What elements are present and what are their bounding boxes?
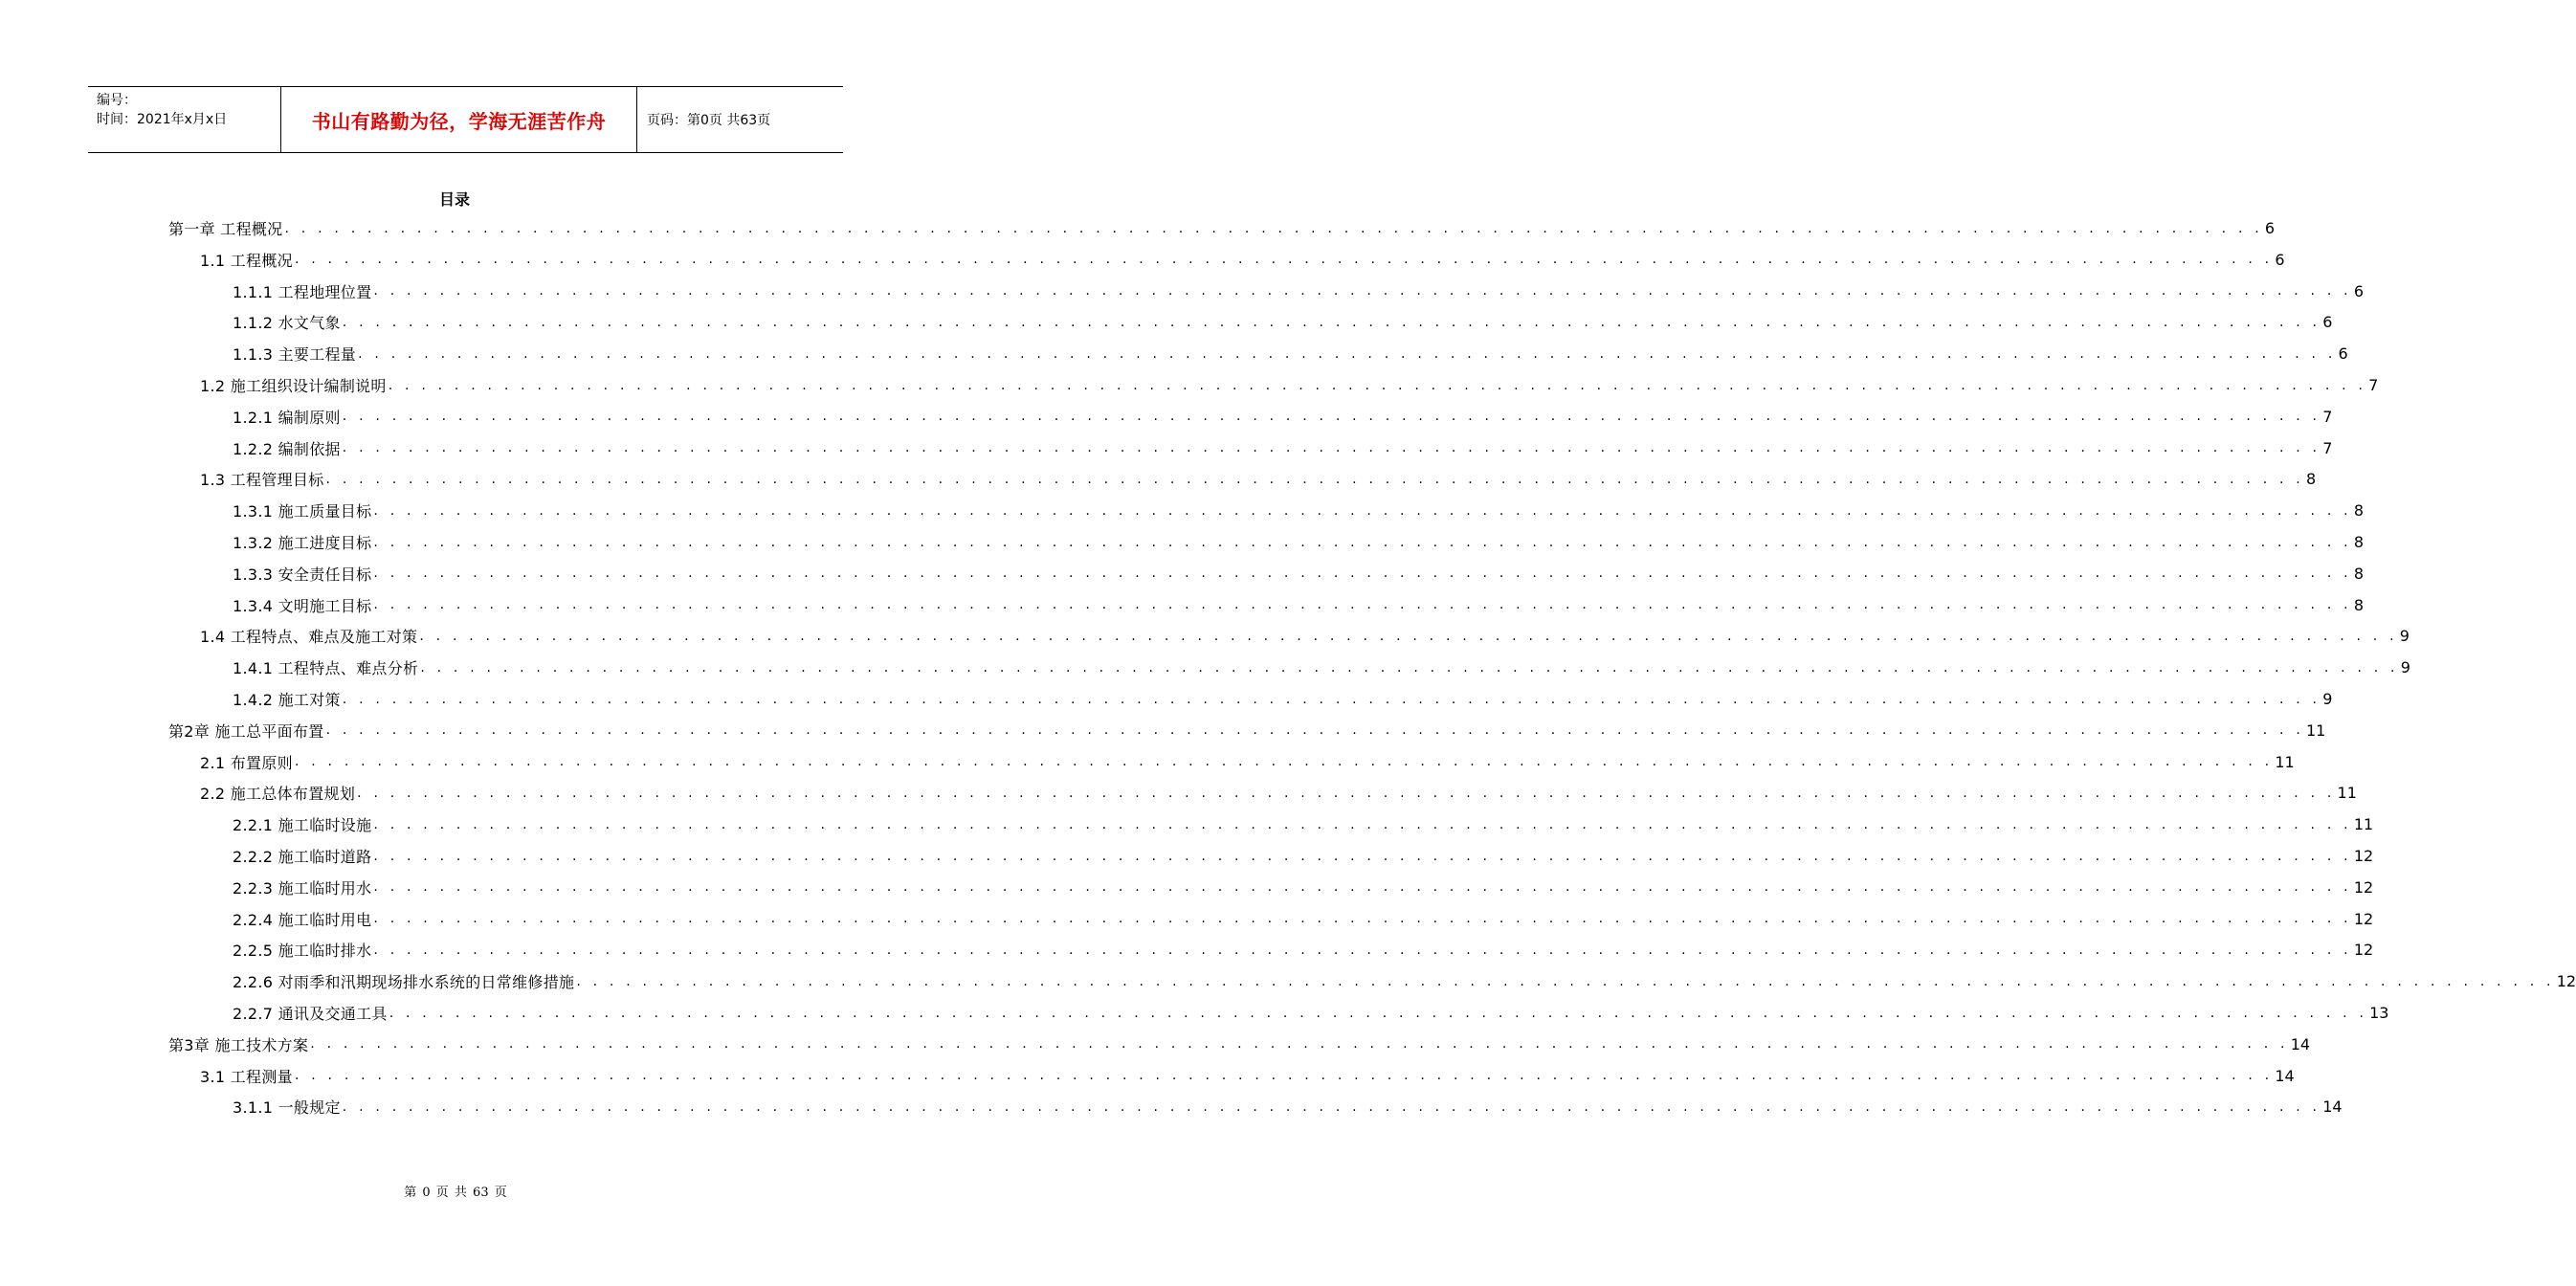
toc-entry-label: 1.1.1 工程地理位置: [233, 282, 372, 301]
toc-entry-page: 6: [2275, 250, 2285, 269]
document-number-label: 编号：: [97, 93, 137, 108]
toc-entry-page: 7: [2322, 438, 2333, 457]
toc-entry-label: 2.2.4 施工临时用电: [233, 910, 372, 929]
toc-entry-label: 2.1 布置原则: [200, 753, 293, 772]
toc-entry[interactable]: [233, 338, 2348, 369]
toc-entry-label: 1.3.1 施工质量目标: [233, 502, 372, 521]
toc-entry-label: 1.2.2 编制依据: [233, 439, 341, 458]
toc-dot-leader: . . . . . . . . . . . . . . . . . . . . . . . . . . . . . . . . . . . . . . . . . . . . . . . . . . . . . . . . . . . . . . . . . . . . . . . . . . . . . . . . . . . . . . . . . . . . . . . . . . . . . . . . . . . . . . . . . . . . . . . .: [342, 314, 2321, 330]
document-time-label: 时间：2021年x月x日: [97, 112, 228, 127]
toc-dot-leader: . . . . . . . . . . . . . . . . . . . . . . . . . . . . . . . . . . . . . . . . . . . . . . . . . . . . . . . . . . . . . . . . . . . . . . . . . . . . . . . . . . . . . . . . . . . . . . . . . . . . . . . . . . . . . . . . . . . . . . . .: [373, 942, 2352, 958]
toc-entry[interactable]: [168, 1029, 2311, 1060]
toc-dot-leader: . . . . . . . . . . . . . . . . . . . . . . . . . . . . . . . . . . . . . . . . . . . . . . . . . . . . . . . . . . . . . . . . . . . . . . . . . . . . . . . . . . . . . . . . . . . . . . . . . . . . . . . . . . . . . . . . . . . . . . . .: [420, 659, 2399, 676]
toc-dot-leader: . . . . . . . . . . . . . . . . . . . . . . . . . . . . . . . . . . . . . . . . . . . . . . . . . . . . . . . . . . . . . . . . . . . . . . . . . . . . . . . . . . . . . . . . . . . . . . . . . . . . . . . . . . . . . . . . . . . . . . . .: [576, 973, 2555, 989]
toc-entry-page: 9: [2400, 658, 2410, 677]
toc-entry-label: 1.3.4 文明施工目标: [233, 596, 372, 615]
toc-entry-label: 2.2.2 施工临时道路: [233, 848, 372, 866]
toc-entry-page: 6: [2353, 281, 2364, 300]
toc-entry[interactable]: [233, 965, 2576, 997]
toc-dot-leader: . . . . . . . . . . . . . . . . . . . . . . . . . . . . . . . . . . . . . . . . . . . . . . . . . . . . . . . . . . . . . . . . . . . . . . . . . . . . . . . . . . . . . . . . . . . . . . . . . . . . . . . . . . . . . . . . . . . . . . . .: [419, 628, 2398, 644]
toc-entry-label: 第3章 施工技术方案: [168, 1035, 309, 1054]
toc-entry-label: 1.4.2 施工对策: [233, 691, 341, 709]
toc-entry[interactable]: [200, 244, 2285, 276]
toc-entry-label: 1.1.3 主要工程量: [233, 345, 357, 365]
toc-entry-label: 2.2.6 对雨季和汛期现场排水系统的日常维修措施: [233, 973, 575, 992]
toc-entry[interactable]: [200, 746, 2295, 778]
toc-entry[interactable]: [233, 558, 2364, 589]
toc-entry-label: 1.4.1 工程特点、难点分析: [233, 659, 419, 678]
toc-entry-label: 1.3 工程管理目标: [200, 471, 324, 490]
toc-entry-page: 14: [2275, 1066, 2295, 1085]
toc-entry-label: 第一章 工程概况: [168, 220, 283, 238]
toc-entry-page: 14: [2290, 1034, 2311, 1053]
toc-dot-leader: . . . . . . . . . . . . . . . . . . . . . . . . . . . . . . . . . . . . . . . . . . . . . . . . . . . . . . . . . . . . . . . . . . . . . . . . . . . . . . . . . . . . . . . . . . . . . . . . . . . . . . . . . . . . . . . . . . . . . . . .: [373, 502, 2352, 519]
toc-entry[interactable]: [233, 276, 2364, 307]
toc-entry-page: 6: [2322, 313, 2333, 332]
toc-dot-leader: . . . . . . . . . . . . . . . . . . . . . . . . . . . . . . . . . . . . . . . . . . . . . . . . . . . . . . . . . . . . . . . . . . . . . . . . . . . . . . . . . . . . . . . . . . . . . . . . . . . . . . . . . . . . . . . . . . . . . . . .: [388, 377, 2367, 393]
toc-dot-leader: . . . . . . . . . . . . . . . . . . . . . . . . . . . . . . . . . . . . . . . . . . . . . . . . . . . . . . . . . . . . . . . . . . . . . . . . . . . . . . . . . . . . . . . . . . . . . . . . . . . . . . . . . . . . . . . . . . . . . . . .: [325, 471, 2304, 487]
toc-entry[interactable]: [233, 809, 2374, 840]
toc-entry-label: 1.1 工程概况: [200, 251, 293, 270]
toc-entry[interactable]: [233, 1091, 2343, 1122]
toc-dot-leader: . . . . . . . . . . . . . . . . . . . . . . . . . . . . . . . . . . . . . . . . . . . . . . . . . . . . . . . . . . . . . . . . . . . . . . . . . . . . . . . . . . . . . . . . . . . . . . . . . . . . . . . . . . . . . . . . . . . . . . . .: [389, 1005, 2368, 1021]
toc-dot-leader: . . . . . . . . . . . . . . . . . . . . . . . . . . . . . . . . . . . . . . . . . . . . . . . . . . . . . . . . . . . . . . . . . . . . . . . . . . . . . . . . . . . . . . . . . . . . . . . . . . . . . . . . . . . . . . . . . . . . . . . .: [294, 754, 2274, 770]
toc-entry-page: 13: [2369, 1004, 2389, 1022]
toc-dot-leader: . . . . . . . . . . . . . . . . . . . . . . . . . . . . . . . . . . . . . . . . . . . . . . . . . . . . . . . . . . . . . . . . . . . . . . . . . . . . . . . . . . . . . . . . . . . . . . . . . . . . . . . . . . . . . . . . . . . . . . . .: [284, 220, 2263, 236]
toc-entry[interactable]: [233, 683, 2333, 715]
header-page-code: 页码：第0页 共63页: [647, 113, 771, 128]
toc-entry-page: 8: [2353, 564, 2364, 583]
toc-entry[interactable]: [233, 872, 2374, 903]
toc-dot-leader: . . . . . . . . . . . . . . . . . . . . . . . . . . . . . . . . . . . . . . . . . . . . . . . . . . . . . . . . . . . . . . . . . . . . . . . . . . . . . . . . . . . . . . . . . . . . . . . . . . . . . . . . . . . . . . . . . . . . . . . .: [373, 597, 2352, 613]
toc-entry-page: 12: [2353, 909, 2374, 928]
toc-entry-label: 1.4 工程特点、难点及施工对策: [200, 628, 418, 647]
toc-entry[interactable]: [233, 401, 2333, 432]
toc-dot-leader: . . . . . . . . . . . . . . . . . . . . . . . . . . . . . . . . . . . . . . . . . . . . . . . . . . . . . . . . . . . . . . . . . . . . . . . . . . . . . . . . . . . . . . . . . . . . . . . . . . . . . . . . . . . . . . . . . . . . . . . .: [342, 691, 2321, 707]
toc-entry[interactable]: [233, 840, 2374, 872]
toc-entry[interactable]: [200, 1060, 2295, 1092]
toc-entry[interactable]: [168, 212, 2276, 244]
toc-entry-page: 11: [2305, 721, 2326, 740]
toc-entry-label: 3.1 工程测量: [200, 1067, 293, 1086]
toc-dot-leader: . . . . . . . . . . . . . . . . . . . . . . . . . . . . . . . . . . . . . . . . . . . . . . . . . . . . . . . . . . . . . . . . . . . . . . . . . . . . . . . . . . . . . . . . . . . . . . . . . . . . . . . . . . . . . . . . . . . . . . . .: [342, 1098, 2321, 1115]
toc-entry-page: 12: [2353, 877, 2374, 897]
toc-entry-label: 3.1.1 一般规定: [233, 1098, 341, 1118]
toc-entry-label: 2.2 施工总体布置规划: [200, 785, 356, 804]
document-header: [88, 86, 843, 153]
toc-entry-label: 2.2.1 施工临时设施: [233, 816, 372, 835]
toc-entry-page: 9: [2399, 627, 2409, 646]
toc-entry-label: 第2章 施工总平面布置: [168, 721, 324, 741]
toc-entry-label: 1.2 施工组织设计编制说明: [200, 377, 387, 395]
toc-title: 目录: [438, 190, 470, 209]
toc-entry-label: 2.2.3 施工临时用水: [233, 878, 372, 898]
toc-entry-page: 6: [2338, 344, 2348, 364]
toc-dot-leader: . . . . . . . . . . . . . . . . . . . . . . . . . . . . . . . . . . . . . . . . . . . . . . . . . . . . . . . . . . . . . . . . . . . . . . . . . . . . . . . . . . . . . . . . . . . . . . . . . . . . . . . . . . . . . . . . . . . . . . . .: [373, 879, 2352, 896]
toc-entry[interactable]: [233, 652, 2410, 683]
toc-entry-page: 14: [2322, 1098, 2343, 1117]
toc-entry-page: 11: [2337, 784, 2357, 803]
toc-entry[interactable]: [233, 903, 2374, 935]
toc-dot-leader: . . . . . . . . . . . . . . . . . . . . . . . . . . . . . . . . . . . . . . . . . . . . . . . . . . . . . . . . . . . . . . . . . . . . . . . . . . . . . . . . . . . . . . . . . . . . . . . . . . . . . . . . . . . . . . . . . . . . . . . .: [310, 1036, 2289, 1053]
toc-entry-page: 7: [2322, 407, 2333, 426]
toc-entry-page: 8: [2353, 533, 2364, 551]
toc-entry[interactable]: [233, 306, 2333, 338]
toc-entry-page: 8: [2305, 470, 2317, 489]
toc-entry[interactable]: [233, 432, 2333, 464]
toc-entry-page: 12: [2556, 972, 2576, 991]
toc-entry[interactable]: [168, 715, 2326, 746]
toc-entry[interactable]: [200, 777, 2357, 809]
toc-entry-page: 8: [2353, 595, 2364, 614]
toc-entry-page: 8: [2353, 501, 2364, 521]
toc-entry-page: 12: [2353, 941, 2374, 960]
toc-entry-page: 11: [2353, 815, 2374, 834]
toc-entry-label: 2.2.5 施工临时排水: [233, 942, 372, 961]
toc-entry-label: 1.1.2 水文气象: [233, 314, 341, 333]
toc-entry[interactable]: [233, 526, 2364, 558]
toc-entry-label: 2.2.7 通讯及交通工具: [233, 1005, 388, 1023]
header-motto: 书山有路勤为径，学海无涯苦作舟: [280, 87, 637, 152]
footer-page-number: 第 0 页 共 63 页: [404, 1186, 507, 1200]
toc-dot-leader: . . . . . . . . . . . . . . . . . . . . . . . . . . . . . . . . . . . . . . . . . . . . . . . . . . . . . . . . . . . . . . . . . . . . . . . . . . . . . . . . . . . . . . . . . . . . . . . . . . . . . . . . . . . . . . . . . . . . . . . .: [342, 409, 2321, 425]
toc-dot-leader: . . . . . . . . . . . . . . . . . . . . . . . . . . . . . . . . . . . . . . . . . . . . . . . . . . . . . . . . . . . . . . . . . . . . . . . . . . . . . . . . . . . . . . . . . . . . . . . . . . . . . . . . . . . . . . . . . . . . . . . .: [373, 534, 2352, 550]
toc-entry-page: 6: [2264, 219, 2276, 237]
toc-dot-leader: . . . . . . . . . . . . . . . . . . . . . . . . . . . . . . . . . . . . . . . . . . . . . . . . . . . . . . . . . . . . . . . . . . . . . . . . . . . . . . . . . . . . . . . . . . . . . . . . . . . . . . . . . . . . . . . . . . . . . . . .: [358, 345, 2337, 362]
page-footer: [0, 1182, 909, 1200]
toc-entry-page: 11: [2275, 752, 2295, 771]
toc-entry[interactable]: [200, 369, 2379, 401]
toc-dot-leader: . . . . . . . . . . . . . . . . . . . . . . . . . . . . . . . . . . . . . . . . . . . . . . . . . . . . . . . . . . . . . . . . . . . . . . . . . . . . . . . . . . . . . . . . . . . . . . . . . . . . . . . . . . . . . . . . . . . . . . . .: [373, 283, 2352, 299]
toc-dot-leader: . . . . . . . . . . . . . . . . . . . . . . . . . . . . . . . . . . . . . . . . . . . . . . . . . . . . . . . . . . . . . . . . . . . . . . . . . . . . . . . . . . . . . . . . . . . . . . . . . . . . . . . . . . . . . . . . . . . . . . . .: [357, 785, 2336, 801]
toc-dot-leader: . . . . . . . . . . . . . . . . . . . . . . . . . . . . . . . . . . . . . . . . . . . . . . . . . . . . . . . . . . . . . . . . . . . . . . . . . . . . . . . . . . . . . . . . . . . . . . . . . . . . . . . . . . . . . . . . . . . . . . . .: [342, 440, 2321, 456]
toc-entry-label: 1.2.1 编制原则: [233, 408, 341, 427]
toc-entry-page: 12: [2353, 847, 2374, 865]
toc-dot-leader: . . . . . . . . . . . . . . . . . . . . . . . . . . . . . . . . . . . . . . . . . . . . . . . . . . . . . . . . . . . . . . . . . . . . . . . . . . . . . . . . . . . . . . . . . . . . . . . . . . . . . . . . . . . . . . . . . . . . . . . .: [373, 911, 2352, 927]
toc-dot-leader: . . . . . . . . . . . . . . . . . . . . . . . . . . . . . . . . . . . . . . . . . . . . . . . . . . . . . . . . . . . . . . . . . . . . . . . . . . . . . . . . . . . . . . . . . . . . . . . . . . . . . . . . . . . . . . . . . . . . . . . .: [294, 1068, 2274, 1084]
toc-dot-leader: . . . . . . . . . . . . . . . . . . . . . . . . . . . . . . . . . . . . . . . . . . . . . . . . . . . . . . . . . . . . . . . . . . . . . . . . . . . . . . . . . . . . . . . . . . . . . . . . . . . . . . . . . . . . . . . . . . . . . . . .: [373, 816, 2352, 832]
toc-entry[interactable]: [200, 463, 2317, 495]
toc-entry[interactable]: [200, 620, 2409, 652]
toc-entry-label: 1.3.3 安全责任目标: [233, 565, 372, 584]
toc-dot-leader: . . . . . . . . . . . . . . . . . . . . . . . . . . . . . . . . . . . . . . . . . . . . . . . . . . . . . . . . . . . . . . . . . . . . . . . . . . . . . . . . . . . . . . . . . . . . . . . . . . . . . . . . . . . . . . . . . . . . . . . .: [325, 722, 2304, 739]
toc-dot-leader: . . . . . . . . . . . . . . . . . . . . . . . . . . . . . . . . . . . . . . . . . . . . . . . . . . . . . . . . . . . . . . . . . . . . . . . . . . . . . . . . . . . . . . . . . . . . . . . . . . . . . . . . . . . . . . . . . . . . . . . .: [373, 848, 2352, 864]
toc-entry-label: 1.3.2 施工进度目标: [233, 534, 372, 552]
toc-entry-page: 7: [2368, 376, 2379, 394]
header-meta: [88, 87, 280, 152]
toc-entry-page: 9: [2322, 690, 2333, 708]
toc-dot-leader: . . . . . . . . . . . . . . . . . . . . . . . . . . . . . . . . . . . . . . . . . . . . . . . . . . . . . . . . . . . . . . . . . . . . . . . . . . . . . . . . . . . . . . . . . . . . . . . . . . . . . . . . . . . . . . . . . . . . . . . .: [294, 252, 2274, 268]
toc-entry[interactable]: [233, 934, 2374, 965]
toc-entry[interactable]: [233, 997, 2389, 1029]
toc-entry[interactable]: [233, 495, 2364, 526]
toc-entry[interactable]: [233, 589, 2364, 621]
toc-dot-leader: . . . . . . . . . . . . . . . . . . . . . . . . . . . . . . . . . . . . . . . . . . . . . . . . . . . . . . . . . . . . . . . . . . . . . . . . . . . . . . . . . . . . . . . . . . . . . . . . . . . . . . . . . . . . . . . . . . . . . . . .: [373, 565, 2352, 582]
